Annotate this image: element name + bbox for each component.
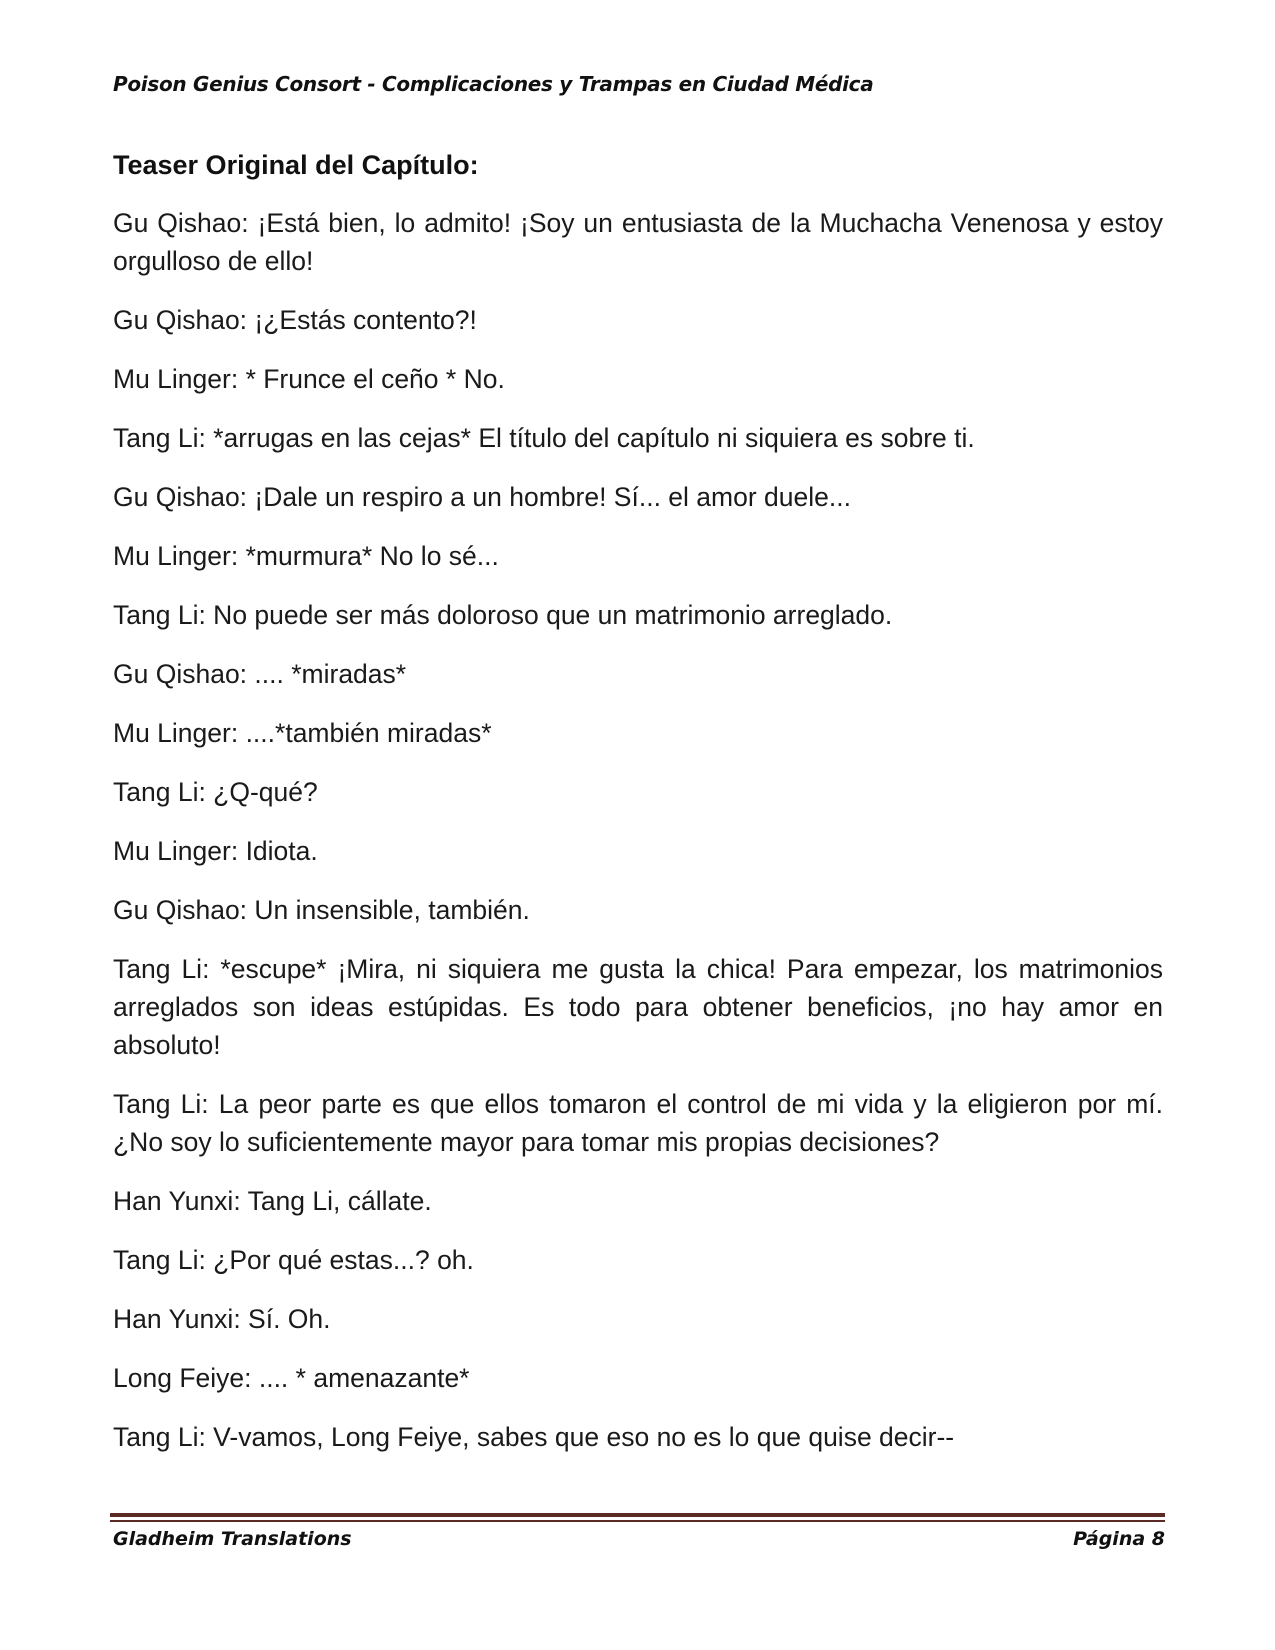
document-body <box>113 146 1163 1477</box>
dialogue-line: Han Yunxi: Tang Li, cállate. <box>113 1186 432 1216</box>
dialogue-line: Tang Li: No puede ser más doloroso que un matrimonio arreglado. <box>113 600 893 630</box>
dialogue-line: Mu Linger: Idiota. <box>113 836 318 866</box>
dialogue-line: Long Feiye: .... * amenazante* <box>113 1363 470 1393</box>
dialogue-line: Tang Li: *arrugas en las cejas* El título del capítulo ni siquiera es sobre ti. <box>113 423 975 453</box>
dialogue-line: Tang Li: V-vamos, Long Feiye, sabes que eso no es lo que quise decir-- <box>113 1422 955 1452</box>
section-heading: Teaser Original del Capítulo: <box>113 150 479 180</box>
dialogue-line: Gu Qishao: ¡Dale un respiro a un hombre! Sí... el amor duele... <box>113 482 851 512</box>
dialogue-line: Tang Li: La peor parte es que ellos tomaron el control de mi vida y la eligieron por mí. ¿No soy lo suficientemente mayor para tomar mis propias decisiones? <box>113 1089 1163 1157</box>
dialogue-line: Mu Linger: * Frunce el ceño * No. <box>113 364 505 394</box>
footer-divider-thin <box>110 1520 1165 1522</box>
footer-publisher: Gladheim Translations <box>113 1528 352 1550</box>
dialogue-line: Gu Qishao: Un insensible, también. <box>113 895 530 925</box>
footer-divider-thick <box>110 1513 1165 1517</box>
dialogue-line: Gu Qishao: ¡¿Estás contento?! <box>113 305 477 335</box>
footer-page-number: Página 8 <box>1073 1528 1165 1550</box>
dialogue-line: Tang Li: *escupe* ¡Mira, ni siquiera me gusta la chica! Para empezar, los matrimonios arreglados son ideas estúpidas. Es todo para obtener beneficios, ¡no hay amor en absoluto! <box>113 954 1163 1060</box>
dialogue-line: Gu Qishao: ¡Está bien, lo admito! ¡Soy un entusiasta de la Muchacha Venenosa y estoy orgulloso de ello! <box>113 208 1163 276</box>
dialogue-line: Han Yunxi: Sí. Oh. <box>113 1304 331 1334</box>
dialogue-line: Mu Linger: ....*también miradas* <box>113 718 492 748</box>
dialogue-line: Mu Linger: *murmura* No lo sé... <box>113 541 499 571</box>
dialogue-line: Gu Qishao: .... *miradas* <box>113 659 407 689</box>
page-header: Poison Genius Consort - Complicaciones y Trampas en Ciudad Médica <box>113 72 874 96</box>
dialogue-line: Tang Li: ¿Q-qué? <box>113 777 318 807</box>
dialogue-line: Tang Li: ¿Por qué estas...? oh. <box>113 1245 474 1275</box>
